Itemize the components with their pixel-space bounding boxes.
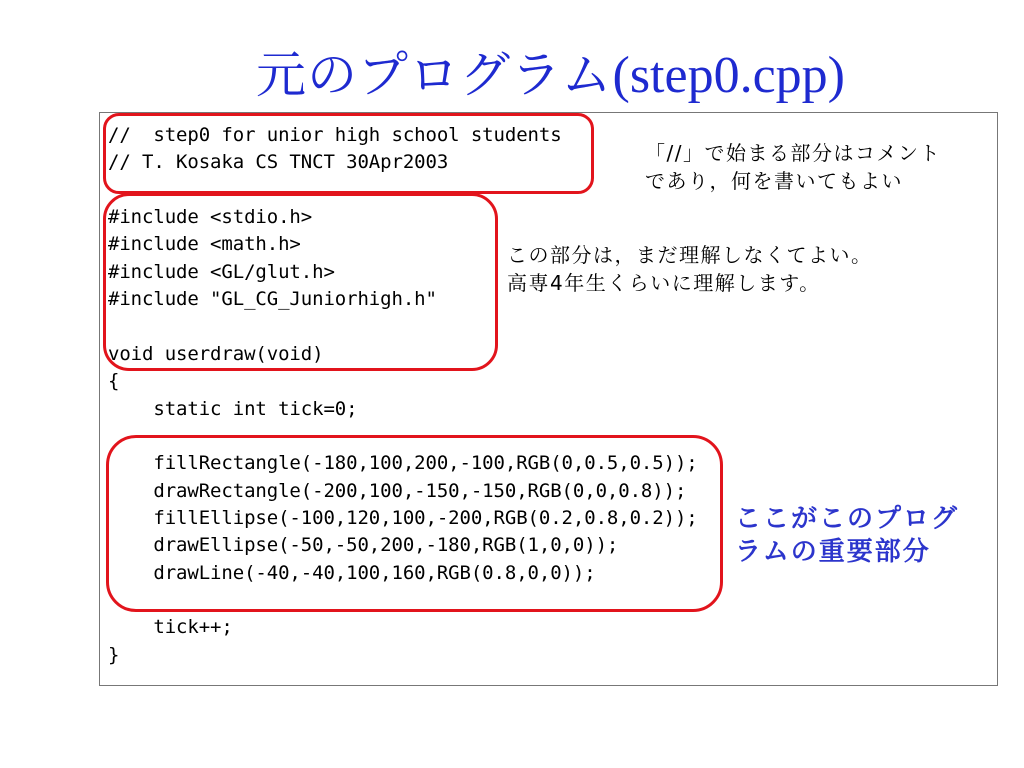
title-filename: (step0.cpp) <box>612 47 845 104</box>
comment-highlight-frame <box>103 113 594 194</box>
code-line: void userdraw(void) <box>108 342 324 365</box>
code-line: static int tick=0; <box>108 397 358 420</box>
code-line: // T. Kosaka CS TNCT 30Apr2003 <box>108 151 449 174</box>
comment-note-line: であり，何を書いてもよい <box>645 169 903 193</box>
code-line: drawEllipse(-50,-50,200,-180,RGB(1,0,0)); <box>108 534 619 557</box>
include-highlight-frame <box>103 193 498 371</box>
comment-note <box>645 139 941 195</box>
code-line: fillRectangle(-180,100,200,-100,RGB(0,0.5,0.5)); <box>108 452 698 475</box>
important-note <box>735 503 959 569</box>
important-note-line: ラムの重要部分 <box>735 537 931 567</box>
code-line: // step0 for unior high school students <box>108 124 562 146</box>
include-note <box>507 241 873 297</box>
code-line: #include "GL_CG_Juniorhigh.h" <box>108 288 437 311</box>
include-note-line: この部分は，まだ理解しなくてよい。 <box>507 243 873 267</box>
code-line: drawLine(-40,-40,100,160,RGB(0.8,0,0)); <box>108 561 596 584</box>
code-line: #include <math.h> <box>108 233 301 256</box>
comment-note-line: 「//」で始まる部分はコメント <box>645 141 941 165</box>
important-note-line: ここがこのプログ <box>735 504 960 534</box>
code-line: { <box>108 370 120 393</box>
code-line: fillEllipse(-100,120,100,-200,RGB(0.2,0.8,0.2)); <box>108 507 698 530</box>
code-line: } <box>108 643 120 666</box>
include-note-line: 高専4年生くらいに理解します。 <box>507 271 821 295</box>
important-code-highlight-frame <box>106 435 723 612</box>
code-line: tick++; <box>108 616 233 639</box>
title-main-text: 元のプログラム <box>256 46 613 104</box>
slide-title <box>256 40 845 110</box>
code-line: #include <GL/glut.h> <box>108 260 335 283</box>
code-line: #include <stdio.h> <box>108 206 313 229</box>
code-line: drawRectangle(-200,100,-150,-150,RGB(0,0,0.8)); <box>108 479 687 502</box>
